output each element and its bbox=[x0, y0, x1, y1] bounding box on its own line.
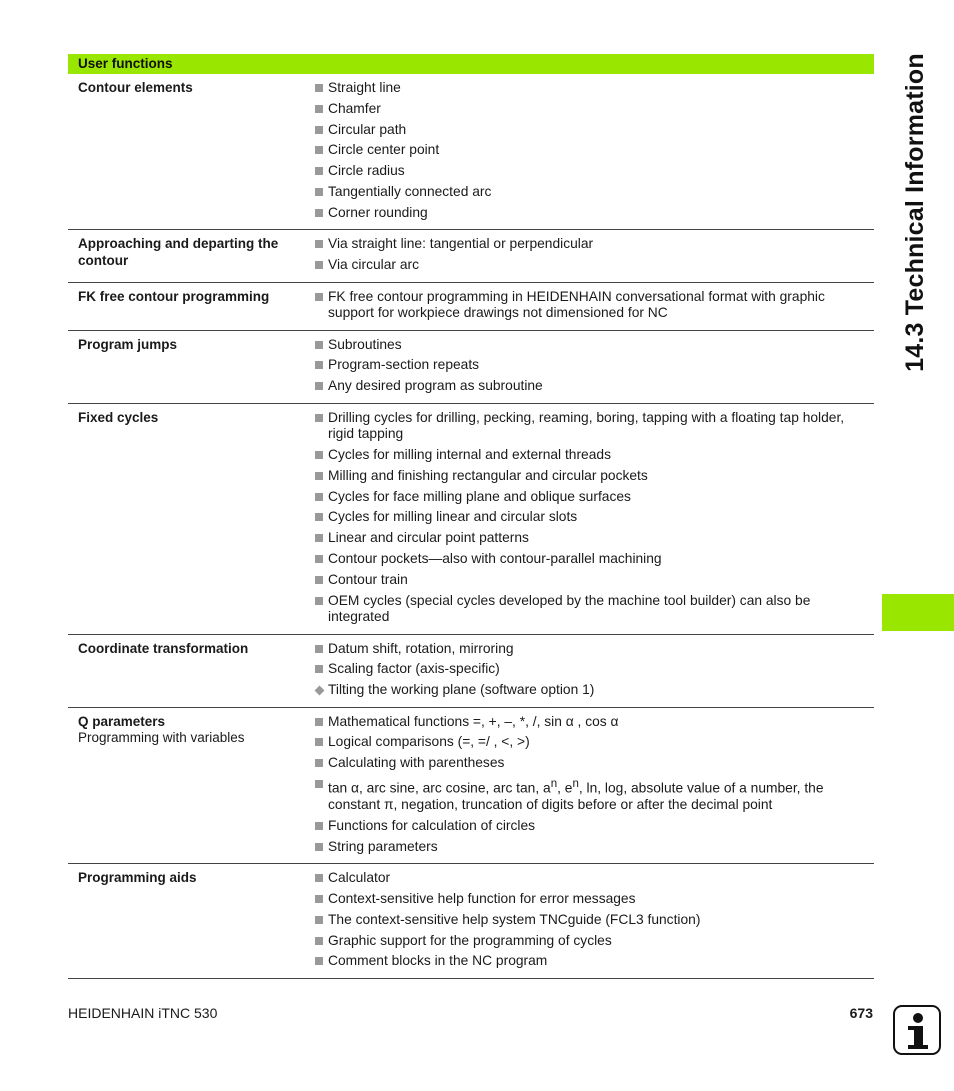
item-text: Circle radius bbox=[328, 163, 405, 179]
row-label: Approaching and departing the contour bbox=[78, 236, 279, 268]
row-label-cell bbox=[68, 236, 315, 273]
list-item bbox=[315, 839, 874, 856]
square-bullet-icon bbox=[315, 780, 323, 788]
square-bullet-icon bbox=[315, 822, 323, 830]
row-label: Contour elements bbox=[78, 80, 193, 95]
square-bullet-icon bbox=[315, 240, 323, 248]
square-bullet-icon bbox=[315, 874, 323, 882]
list-item bbox=[315, 337, 874, 354]
square-bullet-icon bbox=[315, 895, 323, 903]
list-item bbox=[315, 80, 874, 97]
square-bullet-icon bbox=[315, 382, 323, 390]
feature-list bbox=[315, 289, 874, 322]
list-item bbox=[315, 818, 874, 835]
page-number: 673 bbox=[849, 1005, 873, 1021]
row-label: Q parameters bbox=[78, 713, 166, 729]
list-item bbox=[315, 257, 874, 274]
table-row bbox=[68, 708, 874, 865]
info-icon bbox=[893, 1005, 941, 1055]
table-body bbox=[68, 74, 874, 979]
square-bullet-icon bbox=[315, 759, 323, 767]
item-text: Chamfer bbox=[328, 100, 381, 116]
list-item bbox=[315, 205, 874, 222]
feature-list bbox=[315, 870, 874, 970]
feature-list bbox=[315, 236, 874, 273]
square-bullet-icon bbox=[315, 645, 323, 653]
item-text: The context-sensitive help system TNCguide (FCL3 function) bbox=[328, 911, 701, 927]
feature-list bbox=[315, 337, 874, 395]
diamond-bullet-icon bbox=[315, 685, 325, 695]
item-text: OEM cycles (special cycles developed by the machine tool builder) can also be integrated bbox=[328, 592, 811, 625]
row-label-cell bbox=[68, 289, 315, 322]
list-item bbox=[315, 410, 874, 443]
item-text: String parameters bbox=[328, 838, 438, 854]
square-bullet-icon bbox=[315, 126, 323, 134]
square-bullet-icon bbox=[315, 105, 323, 113]
list-item bbox=[315, 572, 874, 589]
item-text: Cycles for milling linear and circular slots bbox=[328, 509, 578, 525]
square-bullet-icon bbox=[315, 261, 323, 269]
row-label-cell bbox=[68, 337, 315, 395]
info-icon-dot bbox=[913, 1013, 923, 1023]
list-item bbox=[315, 734, 874, 751]
item-text: Calculating with parentheses bbox=[328, 755, 505, 771]
section-title-text: 14.3 Technical Information bbox=[900, 52, 929, 372]
item-text: Datum shift, rotation, mirroring bbox=[328, 640, 514, 656]
item-text: Functions for calculation of circles bbox=[328, 817, 536, 833]
item-text-part: , e bbox=[557, 780, 573, 796]
feature-list bbox=[315, 80, 874, 221]
row-label-cell bbox=[68, 714, 315, 856]
row-label-cell bbox=[68, 80, 315, 221]
list-item bbox=[315, 184, 874, 201]
list-item bbox=[315, 551, 874, 568]
row-label: Program jumps bbox=[78, 336, 178, 352]
row-label: Programming aids bbox=[78, 870, 197, 886]
list-item bbox=[315, 357, 874, 374]
item-text-part: tan α, arc sine, arc cosine, arc tan, a bbox=[328, 780, 551, 796]
item-text: Graphic support for the programming of cycles bbox=[328, 932, 612, 948]
table-row bbox=[68, 864, 874, 979]
square-bullet-icon bbox=[315, 293, 323, 301]
table-row bbox=[68, 230, 874, 282]
item-text: Circle center point bbox=[328, 142, 440, 158]
table-row bbox=[68, 635, 874, 708]
row-label: Fixed cycles bbox=[78, 409, 159, 425]
item-text: Circular path bbox=[328, 121, 407, 137]
list-item bbox=[315, 489, 874, 506]
superscript: n bbox=[572, 778, 579, 791]
item-text-part: , ln, log, absolute value of a number, the constant π, negation, truncation of digits before or after the decimal point bbox=[328, 780, 824, 813]
square-bullet-icon bbox=[315, 361, 323, 369]
square-bullet-icon bbox=[315, 576, 323, 584]
item-text: Via circular arc bbox=[328, 257, 419, 273]
item-text: Cycles for milling internal and external threads bbox=[328, 446, 611, 462]
user-functions-table bbox=[68, 54, 874, 979]
square-bullet-icon bbox=[315, 738, 323, 746]
item-text: Tangentially connected arc bbox=[328, 183, 492, 199]
list-item bbox=[315, 776, 874, 814]
item-text: Comment blocks in the NC program bbox=[328, 953, 548, 969]
square-bullet-icon bbox=[315, 843, 323, 851]
item-text: Via straight line: tangential or perpendicular bbox=[328, 236, 594, 252]
list-item bbox=[315, 509, 874, 526]
list-item bbox=[315, 912, 874, 929]
item-text: Program-section repeats bbox=[328, 357, 480, 373]
item-text: Tilting the working plane (software option 1) bbox=[328, 682, 595, 698]
list-item bbox=[315, 714, 874, 731]
square-bullet-icon bbox=[315, 167, 323, 175]
item-text: Milling and finishing rectangular and circular pockets bbox=[328, 467, 648, 483]
square-bullet-icon bbox=[315, 916, 323, 924]
square-bullet-icon bbox=[315, 555, 323, 563]
list-item bbox=[315, 661, 874, 678]
square-bullet-icon bbox=[315, 414, 323, 422]
item-text: Any desired program as subroutine bbox=[328, 378, 543, 394]
item-text: Drilling cycles for drilling, pecking, reaming, boring, tapping with a floating tap holder, rigid tapping bbox=[328, 409, 845, 442]
item-text: Linear and circular point patterns bbox=[328, 530, 529, 546]
square-bullet-icon bbox=[315, 451, 323, 459]
square-bullet-icon bbox=[315, 957, 323, 965]
list-item bbox=[315, 953, 874, 970]
square-bullet-icon bbox=[315, 718, 323, 726]
square-bullet-icon bbox=[315, 146, 323, 154]
item-text: Calculator bbox=[328, 870, 391, 886]
feature-list bbox=[315, 410, 874, 626]
item-text: Mathematical functions =, +, –, *, /, sin α , cos α bbox=[328, 713, 619, 729]
row-label-cell bbox=[68, 641, 315, 699]
square-bullet-icon bbox=[315, 665, 323, 673]
list-item bbox=[315, 101, 874, 118]
item-text: Straight line bbox=[328, 80, 401, 95]
row-label: Coordinate transformation bbox=[78, 640, 249, 656]
square-bullet-icon bbox=[315, 534, 323, 542]
list-item bbox=[315, 641, 874, 658]
info-icon-serif-bottom bbox=[908, 1045, 928, 1049]
table-header: User functions bbox=[68, 54, 874, 74]
table-row bbox=[68, 404, 874, 635]
list-item bbox=[315, 447, 874, 464]
feature-list bbox=[315, 641, 874, 699]
square-bullet-icon bbox=[315, 493, 323, 501]
row-label-cell bbox=[68, 870, 315, 970]
list-item bbox=[315, 593, 874, 626]
footer-product: HEIDENHAIN iTNC 530 bbox=[68, 1005, 218, 1021]
square-bullet-icon bbox=[315, 84, 323, 92]
table-row bbox=[68, 331, 874, 404]
item-text: Logical comparisons (=, =/ , <, >) bbox=[328, 734, 530, 750]
list-item bbox=[315, 468, 874, 485]
list-item bbox=[315, 378, 874, 395]
feature-list bbox=[315, 714, 874, 856]
list-item bbox=[315, 755, 874, 772]
square-bullet-icon bbox=[315, 937, 323, 945]
list-item bbox=[315, 122, 874, 139]
superscript: n bbox=[550, 778, 558, 791]
list-item bbox=[315, 933, 874, 950]
row-sublabel: Programming with variables bbox=[78, 730, 245, 746]
square-bullet-icon bbox=[315, 597, 323, 605]
square-bullet-icon bbox=[315, 209, 323, 217]
section-title bbox=[895, 52, 935, 372]
item-text: Subroutines bbox=[328, 336, 402, 352]
list-item bbox=[315, 682, 874, 699]
item-text: Contour pockets—also with contour-parallel machining bbox=[328, 550, 662, 566]
item-text: Scaling factor (axis-specific) bbox=[328, 661, 500, 677]
list-item bbox=[315, 289, 874, 322]
item-text: FK free contour programming in HEIDENHAIN conversational format with graphic support for workpiece drawings not dimensioned for NC bbox=[328, 288, 825, 321]
square-bullet-icon bbox=[315, 341, 323, 349]
list-item bbox=[315, 530, 874, 547]
item-text: Context-sensitive help function for error messages bbox=[328, 891, 636, 907]
list-item bbox=[315, 163, 874, 180]
list-item bbox=[315, 236, 874, 253]
square-bullet-icon bbox=[315, 472, 323, 480]
table-row bbox=[68, 74, 874, 230]
list-item bbox=[315, 891, 874, 908]
item-text: Corner rounding bbox=[328, 204, 428, 220]
table-row bbox=[68, 283, 874, 331]
list-item bbox=[315, 142, 874, 159]
list-item bbox=[315, 870, 874, 887]
item-text: Cycles for face milling plane and oblique surfaces bbox=[328, 488, 631, 504]
item-text: Contour train bbox=[328, 571, 408, 587]
square-bullet-icon bbox=[315, 513, 323, 521]
square-bullet-icon bbox=[315, 188, 323, 196]
chapter-tab bbox=[882, 594, 954, 631]
row-label-cell bbox=[68, 410, 315, 626]
row-label: FK free contour programming bbox=[78, 288, 270, 304]
